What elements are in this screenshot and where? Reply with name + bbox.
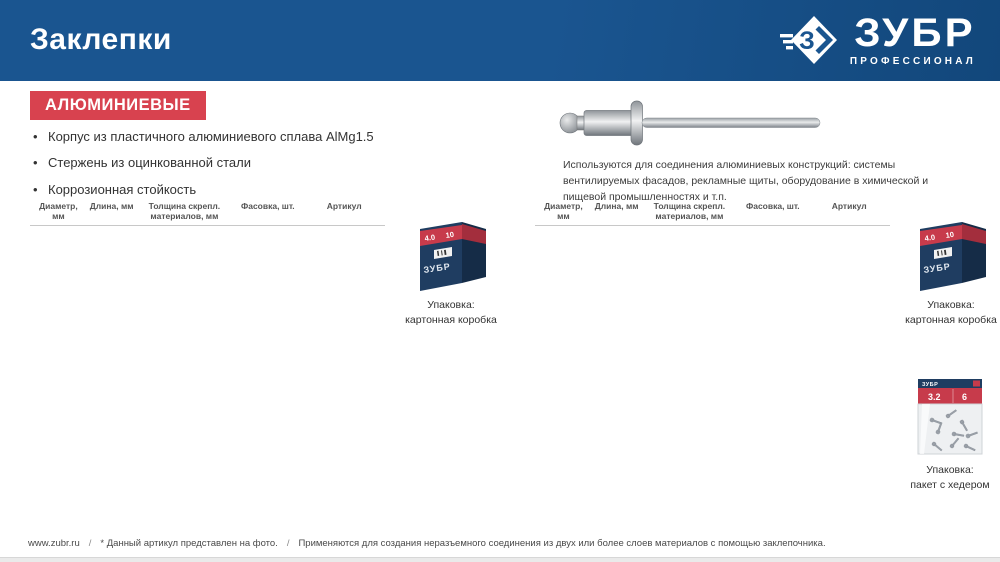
caption-line: картонная коробка [905,314,997,327]
packaging-caption [398,298,504,328]
column-header: Артикул [808,200,890,226]
caption-line: Упаковка: [926,464,974,476]
svg-text:4.0: 4.0 [924,232,936,243]
brand-logo [780,13,976,67]
feature-item: • Корпус из пластичного алюминиевого сплава AlMg1.5 [30,129,374,145]
svg-text:ЗУБР: ЗУБР [422,261,452,275]
svg-text:ЗУБР: ЗУБР [922,261,952,275]
header-row [535,200,890,226]
footer-separator: / [88,538,92,549]
column-header: Фасовка, шт. [232,200,303,226]
footer [28,538,826,549]
svg-text:З: З [799,27,815,55]
caption-line: картонная коробка [405,314,497,327]
header-row [30,200,385,226]
brand-tagline: ПРОФЕССИОНАЛ [849,56,976,67]
svg-text:4.0: 4.0 [424,232,436,243]
footer-separator: / [286,538,290,549]
svg-text:6: 6 [962,392,968,402]
packaging-caption [898,298,1000,328]
column-header: Диаметр, мм [535,200,592,226]
feature-item: • Стержень из оцинкованной стали [30,155,374,171]
svg-text:10: 10 [445,229,455,240]
category-badge: АЛЮМИНИЕВЫЕ [30,91,206,120]
column-header: Артикул [303,200,385,226]
column-header: Диаметр, мм [30,200,87,226]
packaging-figure-box-left [398,213,504,328]
caption-line: Упаковка: [427,299,475,311]
header-bag-image [908,376,992,458]
column-header: Фасовка, шт. [737,200,808,226]
column-header: Толщина скрепл. материалов, мм [136,200,232,226]
svg-text:3.2: 3.2 [928,392,941,402]
carton-box-image [410,213,492,293]
website-link[interactable]: www.zubr.ru [28,538,80,549]
column-header: Толщина скрепл. материалов, мм [641,200,737,226]
column-header: Длина, мм [592,200,642,226]
packaging-figure-box-right [898,213,1000,328]
brand-wordmark [850,13,976,67]
svg-text:10: 10 [945,229,955,240]
header-band [0,0,1000,81]
packaging-caption [897,463,1000,493]
footer-note-usage: Применяются для создания неразъемного соединения из двух или более слоев материалов с помощью заклепочника. [298,538,826,549]
packaging-figure-bag [897,376,1000,493]
caption-line: пакет с хедером [910,479,990,492]
carton-box-image [910,213,992,293]
rivet-product-image [556,90,836,154]
spec-table-left [30,200,385,226]
spec-tables-right [535,200,890,239]
footer-rule [0,557,1000,562]
spec-table-right-a [535,200,890,226]
zubr-diamond-icon [780,13,842,67]
page-title: Заклепки [30,23,172,56]
column-header: Длина, мм [87,200,137,226]
brand-name: ЗУБР [854,11,976,55]
feature-item: • Коррозионная стойкость [30,182,374,198]
svg-text:ЗУБР: ЗУБР [922,382,939,388]
usage-note: Используются для соединения алюминиевых конструкций: системы вентилируемых фасадов, рекламные щиты, оборудование в химической и пищевой промышленностях и т.п. [563,159,929,203]
caption-line: Упаковка: [927,299,975,311]
feature-list [30,129,374,208]
footer-note-photo: * Данный артикул представлен на фото. [100,538,278,549]
